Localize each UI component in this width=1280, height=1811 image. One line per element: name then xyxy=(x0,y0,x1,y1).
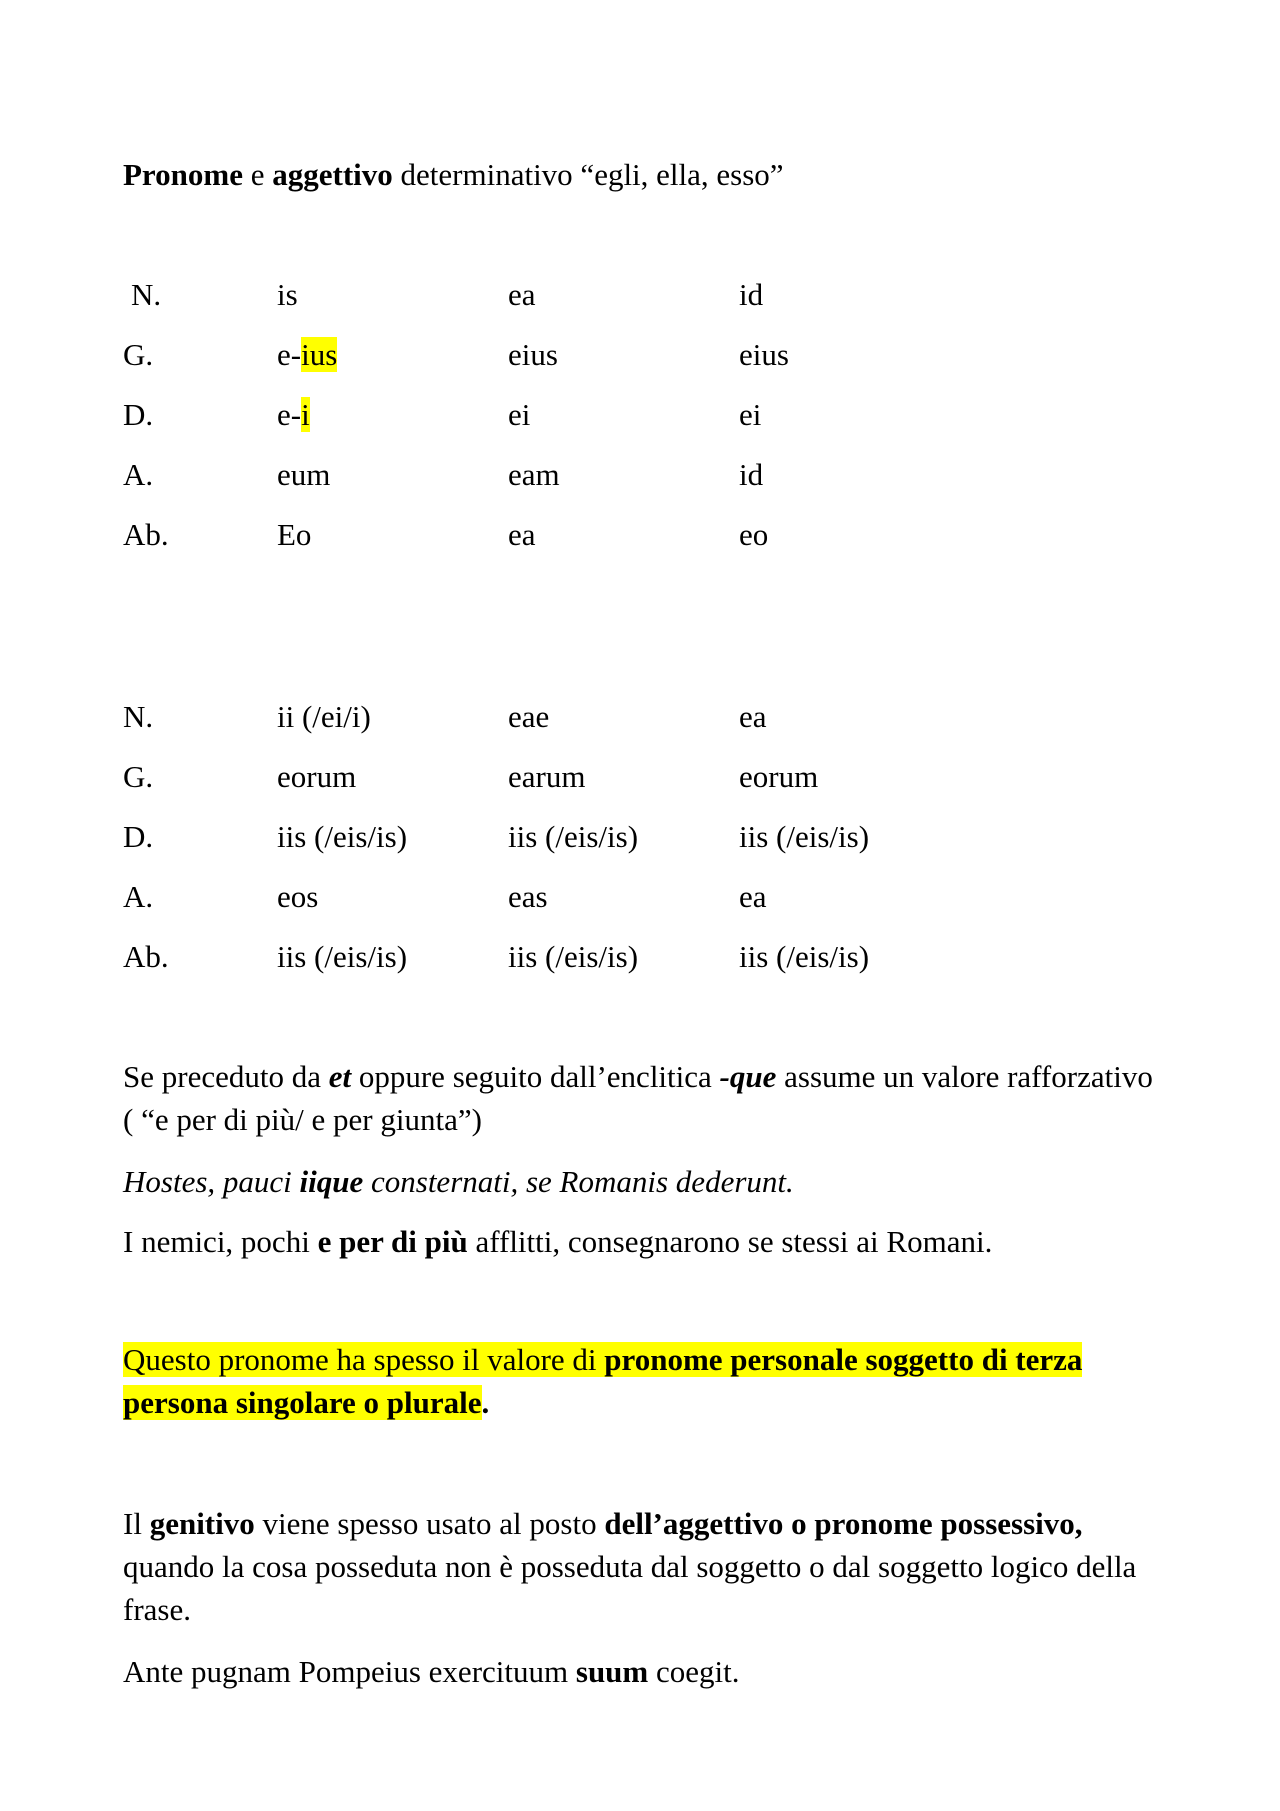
title-rest: determinativo “egli, ella, esso” xyxy=(392,157,784,192)
enclitic-paragraph xyxy=(123,1055,1163,1141)
masculine-form xyxy=(277,396,310,433)
text-run: Questo pronome ha spesso il valore di xyxy=(123,1342,605,1377)
form-prefix: e- xyxy=(277,397,302,432)
neuter-form: id xyxy=(739,277,764,312)
case-label: N. xyxy=(123,699,154,734)
feminine-form: ei xyxy=(508,397,531,432)
text-run: Hostes, pauci xyxy=(123,1164,300,1199)
text-run: Il xyxy=(123,1506,150,1541)
highlighted-ending: i xyxy=(301,397,310,432)
masculine-form: eum xyxy=(277,457,331,492)
title-aggettivo: aggettivo xyxy=(272,157,393,192)
title-connector: e xyxy=(242,157,273,192)
keyword-suum: suum xyxy=(575,1654,649,1689)
case-label: D. xyxy=(123,397,154,432)
neuter-form: iis (/eis/is) xyxy=(739,819,870,854)
masculine-form: eorum xyxy=(277,759,357,794)
masculine-form: iis (/eis/is) xyxy=(277,819,408,854)
page-title xyxy=(123,156,784,193)
neuter-form: eius xyxy=(739,337,789,372)
highlighted-ending: ius xyxy=(301,337,338,372)
case-label: D. xyxy=(123,819,154,854)
keyword-iique: iique xyxy=(299,1164,364,1199)
text-run: Se preceduto da xyxy=(123,1059,329,1094)
text-run: oppure seguito dall’enclitica xyxy=(351,1059,720,1094)
masculine-form: iis (/eis/is) xyxy=(277,939,408,974)
masculine-form: eos xyxy=(277,879,319,914)
neuter-form: ei xyxy=(739,397,762,432)
text-run: quando la cosa posseduta non è posseduta dal soggetto o dal soggetto logico della frase. xyxy=(123,1549,1137,1627)
feminine-form: ea xyxy=(508,277,536,312)
case-label: A. xyxy=(123,457,154,492)
case-label: N. xyxy=(131,277,162,312)
emphasis: pronome personale soggetto di terza persona singolare o plurale xyxy=(123,1342,1083,1420)
feminine-form: eius xyxy=(508,337,558,372)
highlighted-note xyxy=(123,1338,1163,1424)
italian-translation xyxy=(123,1220,1163,1263)
neuter-form: id xyxy=(739,457,764,492)
emphasis: dell’aggettivo o pronome possessivo, xyxy=(604,1506,1083,1541)
feminine-form: eam xyxy=(508,457,560,492)
feminine-form: iis (/eis/is) xyxy=(508,939,639,974)
keyword-que: -que xyxy=(719,1059,777,1094)
text-run: assume un valore rafforzativo ( “e per di più/ e per giunta”) xyxy=(123,1059,1153,1137)
form-prefix: e- xyxy=(277,337,302,372)
feminine-form: eae xyxy=(508,699,550,734)
case-label: G. xyxy=(123,337,154,372)
case-label: Ab. xyxy=(123,517,169,552)
latin-example xyxy=(123,1160,1163,1203)
neuter-form: ea xyxy=(739,879,767,914)
text-run: I nemici, pochi xyxy=(123,1224,318,1259)
text-run: Ante pugnam Pompeius exercituum xyxy=(123,1654,576,1689)
latin-example-2 xyxy=(123,1650,1163,1693)
text-run: viene spesso usato al posto xyxy=(254,1506,605,1541)
feminine-form: eas xyxy=(508,879,548,914)
neuter-form: eo xyxy=(739,517,769,552)
masculine-form xyxy=(277,336,337,373)
text-run: consternati, se Romanis dederunt. xyxy=(363,1164,794,1199)
feminine-form: ea xyxy=(508,517,536,552)
case-label: A. xyxy=(123,879,154,914)
keyword-et: et xyxy=(328,1059,352,1094)
text-run: coegit. xyxy=(648,1654,740,1689)
neuter-form: eorum xyxy=(739,759,819,794)
text-run: . xyxy=(481,1385,490,1420)
neuter-form: ea xyxy=(739,699,767,734)
neuter-form: iis (/eis/is) xyxy=(739,939,870,974)
title-pronome: Pronome xyxy=(123,157,243,192)
masculine-form: Eo xyxy=(277,517,312,552)
case-label: G. xyxy=(123,759,154,794)
masculine-form: is xyxy=(277,277,298,312)
genitive-paragraph xyxy=(123,1502,1163,1631)
text-run: afflitti, consegnarono se stessi ai Romani. xyxy=(467,1224,993,1259)
case-label: Ab. xyxy=(123,939,169,974)
masculine-form: ii (/ei/i) xyxy=(277,699,371,734)
feminine-form: iis (/eis/is) xyxy=(508,819,639,854)
keyword-genitivo: genitivo xyxy=(149,1506,255,1541)
emphasis: e per di più xyxy=(317,1224,468,1259)
feminine-form: earum xyxy=(508,759,586,794)
